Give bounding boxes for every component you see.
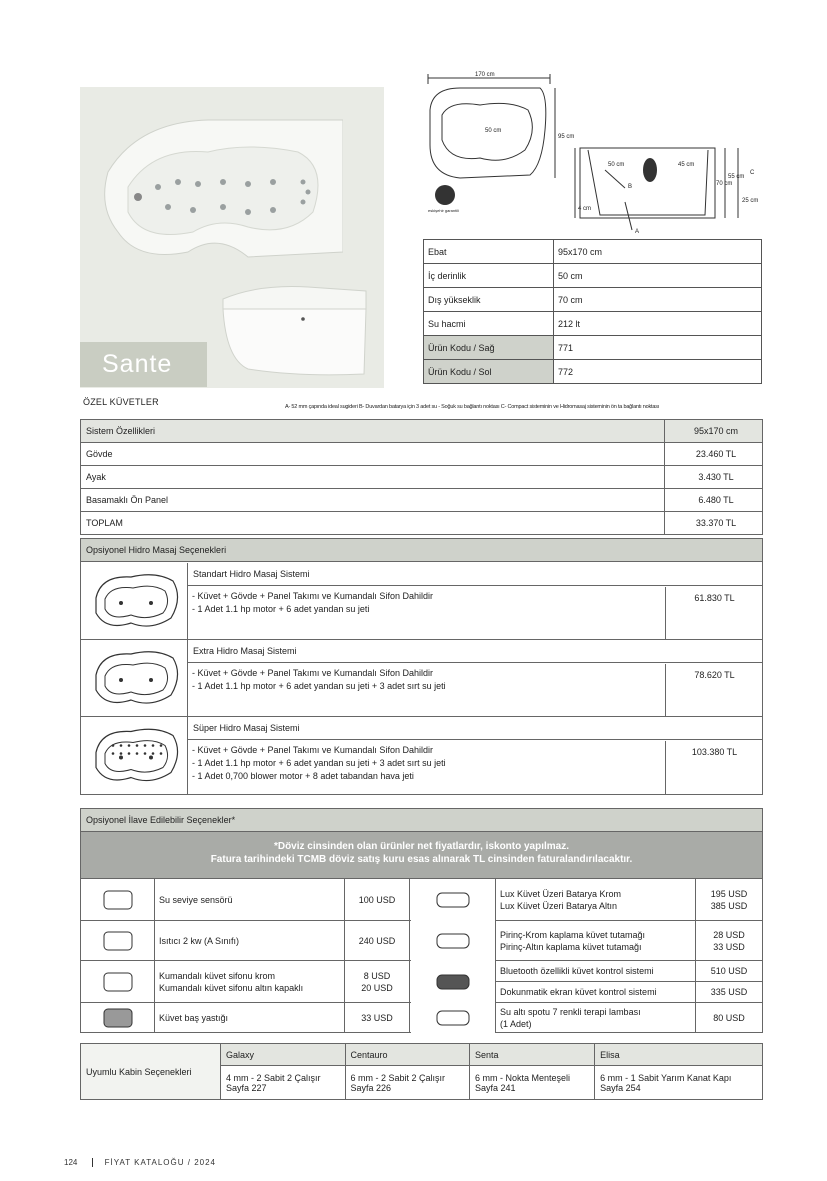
hydro-option-image bbox=[81, 563, 188, 639]
page-number: 124 bbox=[64, 1158, 78, 1167]
hydro-option-price: 61.830 TL bbox=[694, 593, 735, 603]
spec-value: 70 cm bbox=[554, 288, 762, 312]
cabin-spec: 6 mm - 1 Sabit Yarım Kanat Kapı bbox=[600, 1072, 732, 1083]
cost-label: Basamaklı Ön Panel bbox=[81, 489, 665, 512]
option-label bbox=[496, 961, 696, 981]
option-name: Küvet baş yastığı bbox=[159, 1012, 229, 1023]
cost-value: 6.480 TL bbox=[665, 489, 763, 512]
dim-d6: 4 cm bbox=[578, 206, 592, 212]
cabin-detail bbox=[221, 1066, 346, 1100]
product-name-label: Sante bbox=[80, 342, 207, 387]
option-name: Bluetooth özellikli küvet kontrol sistemi bbox=[500, 966, 654, 976]
drain-icon bbox=[81, 961, 155, 1002]
spotlight-icon bbox=[411, 1003, 496, 1033]
cost-header-value: 95x170 cm bbox=[665, 420, 763, 443]
option-line: - 1 Adet 0,700 blower motor + 8 adet tabandan hava jeti bbox=[192, 771, 414, 781]
cabin-spec: 6 mm - Nokta Menteşeli bbox=[475, 1072, 571, 1083]
option-label bbox=[155, 961, 345, 1002]
option-line: - 1 Adet 1.1 hp motor + 6 adet yandan su jeti + 3 adet sırt su jeti bbox=[192, 681, 446, 691]
cabin-name: Elisa bbox=[595, 1044, 763, 1066]
spec-key: Ürün Kodu / Sol bbox=[424, 360, 554, 384]
pillow-icon bbox=[81, 1003, 155, 1032]
table-row bbox=[424, 288, 762, 312]
cabin-spec: 4 mm - 2 Sabit 2 Çalışır bbox=[226, 1072, 321, 1083]
option-label bbox=[496, 1003, 696, 1032]
spec-value: 772 bbox=[554, 360, 762, 384]
option-price-cell bbox=[345, 1003, 410, 1032]
warranty-icon bbox=[435, 185, 455, 205]
notice-line-1: *Döviz cinsinden olan ürünler net fiyatlardır, iskonto yapılmaz. bbox=[273, 841, 570, 852]
table-row bbox=[81, 443, 763, 466]
option-row bbox=[411, 878, 762, 920]
option-price: 28 USD bbox=[713, 929, 745, 940]
table-row bbox=[81, 420, 763, 443]
cabin-spec: 6 mm - 2 Sabit 2 Çalışır bbox=[350, 1072, 446, 1083]
option-row bbox=[411, 920, 762, 960]
control-panel-icon bbox=[411, 961, 496, 1003]
option-label bbox=[496, 982, 696, 1002]
dim-depth: 95 cm bbox=[558, 134, 575, 140]
legend-note: A- 52 mm çapında ideal sugideri B- Duvardan batarya için 3 adet su - Soğuk su bağlantı noktası C- Compact sisteminin ve Hidromasaj sisteminin ön ta bağlantı noktası bbox=[285, 404, 660, 410]
label-a: A bbox=[635, 229, 640, 235]
tub-3d-image bbox=[218, 279, 368, 379]
table-row bbox=[424, 264, 762, 288]
hydro-option-image bbox=[81, 640, 188, 716]
option-price-cell bbox=[696, 961, 762, 981]
table-row bbox=[424, 336, 762, 360]
spec-key: Ebat bbox=[424, 240, 554, 264]
hydro-option-title: Standart Hidro Masaj Sistemi bbox=[188, 563, 762, 586]
extra-options-section bbox=[80, 808, 763, 1033]
option-price-cell bbox=[696, 1003, 762, 1032]
page-footer bbox=[64, 1158, 216, 1167]
option-price: 80 USD bbox=[713, 1012, 745, 1023]
hydro-section-title: Opsiyonel Hidro Masaj Seçenekleri bbox=[81, 539, 762, 562]
option-name: Lux Küvet Üzeri Batarya Altın bbox=[500, 900, 618, 911]
cabin-detail bbox=[470, 1066, 595, 1100]
spec-key: İç derinlik bbox=[424, 264, 554, 288]
notice-line-2: Fatura tarihindeki TCMB döviz satış kuru esas alınarak TL cinsinden faturalandırılacaktır. bbox=[210, 854, 633, 865]
option-line: - 1 Adet 1.1 hp motor + 6 adet yandan su jeti + 3 adet sırt su jeti bbox=[192, 758, 446, 768]
hydro-option-image bbox=[81, 717, 188, 795]
hydro-option-price: 103.380 TL bbox=[691, 747, 738, 757]
dim-width: 170 cm bbox=[475, 72, 495, 78]
cabin-label: Uyumlu Kabin Seçenekleri bbox=[81, 1044, 221, 1100]
table-row bbox=[81, 489, 763, 512]
option-price: 195 USD bbox=[710, 888, 748, 899]
spec-value: 771 bbox=[554, 336, 762, 360]
option-name: (1 Adet) bbox=[500, 1018, 532, 1029]
icon-label: eskişehir garantili bbox=[428, 208, 459, 213]
table-row bbox=[424, 240, 762, 264]
cabin-name: Centauro bbox=[345, 1044, 470, 1066]
cabin-table bbox=[80, 1043, 763, 1100]
cost-header-label: Sistem Özellikleri bbox=[81, 420, 665, 443]
table-row bbox=[424, 360, 762, 384]
option-price: 33 USD bbox=[361, 1012, 393, 1023]
tub-top-view-image bbox=[98, 112, 343, 262]
hydro-option bbox=[81, 640, 762, 717]
option-name: Pirinç-Krom kaplama küvet tutamağı bbox=[500, 929, 646, 940]
option-price: 33 USD bbox=[713, 941, 745, 952]
spec-value: 95x170 cm bbox=[554, 240, 762, 264]
option-name: Kumandalı küvet sifonu altın kapaklı bbox=[159, 982, 304, 993]
cost-label: Ayak bbox=[81, 466, 665, 489]
table-row bbox=[81, 466, 763, 489]
hydro-option-desc bbox=[188, 664, 666, 716]
cost-value: 23.460 TL bbox=[665, 443, 763, 466]
dim-d5: 25 cm bbox=[742, 198, 759, 204]
option-price-cell bbox=[696, 921, 762, 960]
technical-drawing bbox=[420, 70, 765, 235]
option-price-cell bbox=[696, 879, 762, 920]
cabin-detail bbox=[595, 1066, 763, 1100]
cabin-page: Sayfa 254 bbox=[600, 1082, 641, 1093]
catalog-title: FİYAT KATALOĞU / 2024 bbox=[104, 1158, 216, 1167]
table-row bbox=[81, 512, 763, 535]
table-row bbox=[424, 312, 762, 336]
option-line: - 1 Adet 1.1 hp motor + 6 adet yandan su jeti bbox=[192, 604, 370, 614]
hydro-option-desc bbox=[188, 587, 666, 639]
option-name: Pirinç-Altın kaplama küvet tutamağı bbox=[500, 941, 642, 952]
section-title: ÖZEL KÜVETLER bbox=[83, 397, 159, 407]
product-photo bbox=[80, 87, 384, 388]
option-price: 335 USD bbox=[710, 987, 748, 997]
option-name: Isıtıcı 2 kw (A Sınıfı) bbox=[159, 935, 240, 946]
cabin-detail bbox=[345, 1066, 470, 1100]
dim-d3: 70 cm bbox=[716, 181, 733, 187]
dim-inner: 50 cm bbox=[485, 128, 502, 134]
spec-value: 212 lt bbox=[554, 312, 762, 336]
cost-value: 33.370 TL bbox=[665, 512, 763, 535]
option-price-cell bbox=[345, 921, 410, 960]
hydro-option-title: Extra Hidro Masaj Sistemi bbox=[188, 640, 762, 663]
hydro-option-desc bbox=[188, 741, 666, 795]
option-label bbox=[496, 879, 696, 920]
option-row bbox=[411, 960, 762, 981]
cabin-page: Sayfa 241 bbox=[475, 1082, 516, 1093]
option-name: Kumandalı küvet sifonu krom bbox=[159, 970, 276, 981]
cost-table bbox=[80, 419, 763, 535]
option-row bbox=[411, 1002, 762, 1032]
spec-key: Su hacmi bbox=[424, 312, 554, 336]
spec-key: Ürün Kodu / Sağ bbox=[424, 336, 554, 360]
option-label bbox=[155, 921, 345, 960]
option-name: Su altı spotu 7 renkli terapi lambası bbox=[500, 1006, 641, 1017]
label-b: B bbox=[628, 184, 633, 190]
option-name: Su seviye sensörü bbox=[159, 894, 233, 905]
cabin-page: Sayfa 226 bbox=[350, 1082, 392, 1093]
heater-icon bbox=[81, 921, 155, 960]
label-c: C bbox=[750, 170, 755, 176]
option-line: - Küvet + Gövde + Panel Takımı ve Kumandalı Sifon Dahildir bbox=[192, 591, 433, 601]
dim-d1: 50 cm bbox=[608, 162, 625, 168]
extra-section-title: Opsiyonel İlave Edilebilir Seçenekler* bbox=[81, 809, 762, 832]
option-line: - Küvet + Gövde + Panel Takımı ve Kumandalı Sifon Dahildir bbox=[192, 745, 433, 755]
cabin-name: Senta bbox=[470, 1044, 595, 1066]
cabin-page: Sayfa 227 bbox=[226, 1082, 267, 1093]
spec-value: 50 cm bbox=[554, 264, 762, 288]
hydro-option-price: 78.620 TL bbox=[694, 670, 735, 680]
hydro-massage-section bbox=[80, 538, 763, 795]
option-label bbox=[155, 1003, 345, 1032]
hydro-option bbox=[81, 563, 762, 640]
option-price: 385 USD bbox=[710, 900, 748, 911]
option-line: - Küvet + Gövde + Panel Takımı ve Kumandalı Sifon Dahildir bbox=[192, 668, 433, 678]
option-label bbox=[496, 921, 696, 960]
option-price: 100 USD bbox=[358, 894, 396, 905]
option-price-cell bbox=[696, 982, 762, 1002]
cost-label: TOPLAM bbox=[81, 512, 665, 535]
option-price: 510 USD bbox=[710, 966, 748, 976]
sensor-icon bbox=[81, 879, 155, 920]
spec-key: Dış yükseklik bbox=[424, 288, 554, 312]
cabin-name: Galaxy bbox=[221, 1044, 346, 1066]
option-name: Lux Küvet Üzeri Batarya Krom bbox=[500, 888, 622, 899]
option-price-cell bbox=[345, 879, 410, 920]
faucet-icon bbox=[411, 879, 496, 921]
option-label bbox=[155, 879, 345, 920]
cost-value: 3.430 TL bbox=[665, 466, 763, 489]
spec-table bbox=[423, 239, 762, 384]
option-price: 8 USD bbox=[363, 970, 391, 981]
handle-icon bbox=[411, 921, 496, 961]
cost-label: Gövde bbox=[81, 443, 665, 466]
currency-notice bbox=[81, 832, 762, 878]
hydro-option bbox=[81, 717, 762, 795]
option-price: 240 USD bbox=[358, 935, 396, 946]
option-price-cell bbox=[345, 961, 410, 1002]
option-price: 20 USD bbox=[361, 982, 393, 993]
dim-d4: 55 cm bbox=[728, 174, 745, 180]
option-name: Dokunmatik ekran küvet kontrol sistemi bbox=[500, 987, 657, 997]
hydro-option-title: Süper Hidro Masaj Sistemi bbox=[188, 717, 762, 740]
dim-d2: 45 cm bbox=[678, 162, 695, 168]
